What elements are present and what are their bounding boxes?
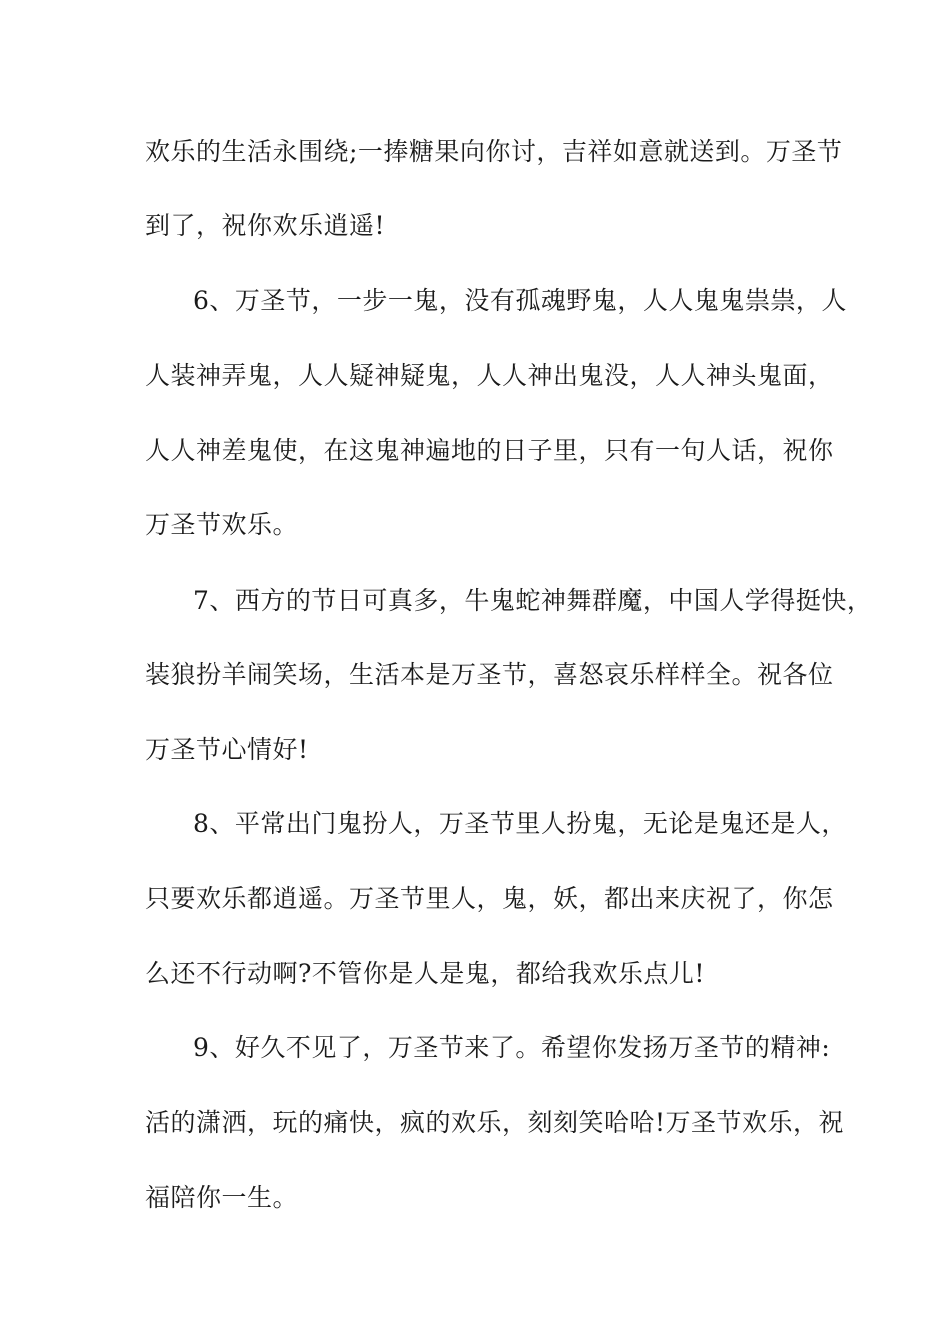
paragraph-line: 到了，祝你欢乐逍遥! bbox=[145, 211, 386, 240]
paragraph-line: 欢乐的生活永围绕;一捧糖果向你讨，吉祥如意就送到。万圣节 bbox=[145, 137, 843, 166]
paragraph-line: 人人神差鬼使，在这鬼神遍地的日子里，只有一句人话，祝你 bbox=[145, 436, 834, 465]
paragraph-line: 人装神弄鬼，人人疑神疑鬼，人人神出鬼没，人人神头鬼面， bbox=[145, 361, 834, 390]
paragraph-line: 6、万圣节，一步一鬼，没有孤魂野鬼，人人鬼鬼祟祟，人 bbox=[193, 286, 847, 315]
paragraph-line: 么还不行动啊?不管你是人是鬼，都给我欢乐点儿! bbox=[145, 959, 705, 988]
paragraph-line: 9、好久不见了，万圣节来了。希望你发扬万圣节的精神: bbox=[193, 1033, 831, 1062]
paragraph-line: 只要欢乐都逍遥。万圣节里人，鬼，妖，都出来庆祝了，你怎 bbox=[145, 884, 834, 913]
paragraph-line: 装狼扮羊闹笑场，生活本是万圣节，喜怒哀乐样样全。祝各位 bbox=[145, 660, 834, 689]
paragraph-line: 活的潇洒，玩的痛快，疯的欢乐，刻刻笑哈哈!万圣节欢乐，祝 bbox=[145, 1108, 845, 1137]
paragraph-line: 8、平常出门鬼扮人，万圣节里人扮鬼，无论是鬼还是人， bbox=[193, 809, 847, 838]
paragraph-line: 万圣节欢乐。 bbox=[145, 510, 299, 539]
paragraph-line: 万圣节心情好! bbox=[145, 735, 309, 764]
paragraph-line: 福陪你一生。 bbox=[145, 1183, 299, 1212]
paragraph-line: 7、西方的节日可真多，牛鬼蛇神舞群魔，中国人学得挺快， bbox=[193, 586, 873, 615]
